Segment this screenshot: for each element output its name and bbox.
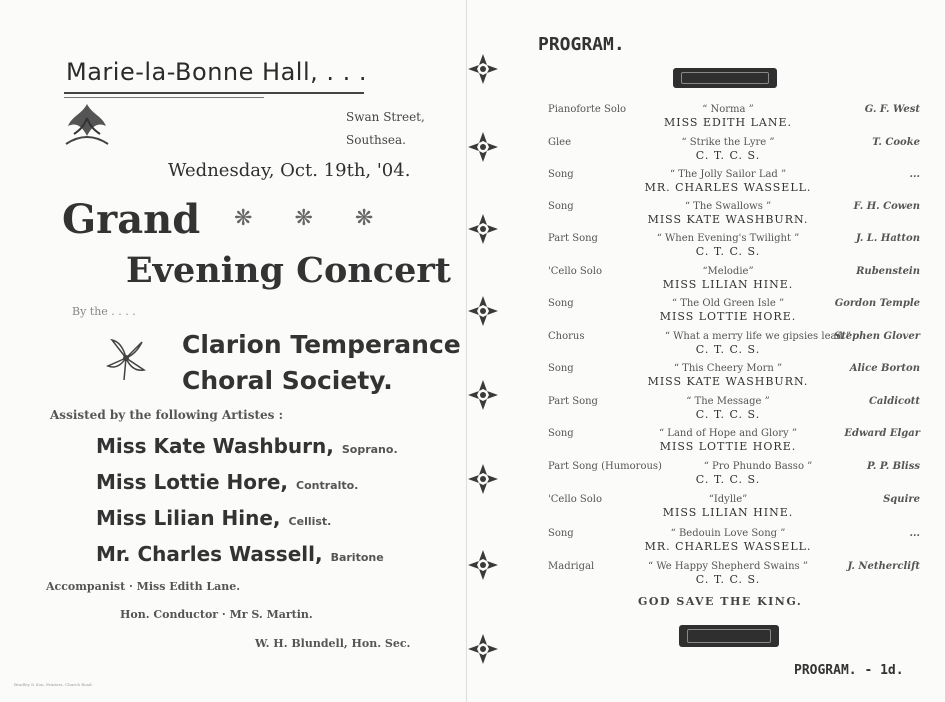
item-type: Song: [548, 528, 574, 539]
artist-role: Contralto.: [296, 479, 359, 492]
item-type: 'Cello Solo: [548, 266, 603, 277]
item-composer: J. Netherclift: [847, 561, 920, 572]
artist-name: Miss Lottie Hore,: [96, 470, 289, 494]
printer-imprint: Bradley & Son, Printers, Church Road.: [14, 682, 93, 687]
program-item: [548, 363, 920, 395]
program-item: [548, 428, 920, 460]
item-type: Madrigal: [548, 561, 595, 572]
program-page: [470, 0, 945, 702]
item-title: “ This Cheery Morn ”: [673, 363, 783, 374]
item-title: “ The Jolly Sailor Lad ”: [669, 169, 787, 180]
accompanist-line: Accompanist · Miss Edith Lane.: [46, 580, 241, 593]
item-composer: Edward Elgar: [844, 428, 920, 439]
program-item: [548, 104, 920, 136]
item-title: “ The Swallows ”: [684, 201, 772, 212]
program-item: [548, 169, 920, 201]
title-page: [0, 0, 470, 702]
item-composer: T. Cooke: [872, 137, 920, 148]
item-performer: C. T. C. S.: [695, 408, 761, 421]
item-type: Part Song: [548, 233, 598, 244]
item-type: Song: [548, 201, 574, 212]
program-heading: PROGRAM.: [538, 34, 625, 55]
item-composer: G. F. West: [864, 104, 920, 115]
artist-line: [96, 506, 331, 530]
conductor-line: Hon. Conductor · Mr S. Martin.: [120, 608, 313, 621]
item-title: “ Bedouin Love Song ”: [670, 528, 786, 539]
item-composer: Rubenstein: [856, 266, 920, 277]
item-performer: MISS LOTTIE HORE.: [659, 440, 797, 453]
item-title: “ Pro Phundo Basso ”: [703, 461, 813, 472]
program-item: [548, 561, 920, 593]
program-item: [548, 233, 920, 265]
asterisk-ornament-icon: ❋: [294, 206, 313, 231]
item-performer: MISS KATE WASHBURN.: [647, 375, 809, 388]
scroll-ornament-icon: [673, 68, 777, 88]
item-composer: ...: [909, 169, 920, 180]
decorative-rule: [64, 92, 364, 94]
venue-title: Marie-la-Bonne Hall, . . .: [66, 58, 368, 86]
artist-line: [96, 434, 398, 458]
lily-flower-icon: [100, 332, 152, 384]
item-type: 'Cello Solo: [548, 494, 603, 505]
asterisk-ornament-icon: ❋: [234, 206, 253, 231]
item-type: Song: [548, 169, 574, 180]
item-performer: C. T. C. S.: [695, 573, 761, 586]
item-type: Part Song: [548, 396, 598, 407]
item-performer: C. T. C. S.: [695, 343, 761, 356]
floral-ornament-icon: [62, 100, 112, 148]
item-title: “ The Old Green Isle ”: [671, 298, 785, 309]
item-title: “Melodie”: [702, 266, 754, 277]
item-performer: C. T. C. S.: [695, 473, 761, 486]
program-item: [548, 298, 920, 330]
society-name-line2: Choral Society.: [182, 366, 393, 395]
artist-line: [96, 470, 358, 494]
item-composer: Caldicott: [868, 396, 920, 407]
item-type: Chorus: [548, 331, 585, 342]
item-title: “ We Happy Shepherd Swains ”: [648, 561, 808, 572]
scroll-ornament-icon: [679, 625, 779, 647]
item-type: Song: [548, 428, 574, 439]
closing-anthem: GOD SAVE THE KING.: [638, 595, 803, 608]
item-title: “Idylle”: [708, 494, 748, 505]
address-town: Southsea.: [346, 133, 406, 147]
program-item: [548, 528, 920, 560]
item-title: “ The Message ”: [686, 396, 770, 407]
item-composer: Stephen Glover: [833, 331, 920, 342]
address-street: Swan Street,: [346, 110, 425, 124]
item-performer: C. T. C. S.: [695, 245, 761, 258]
artist-role: Soprano.: [341, 443, 398, 456]
item-composer: F. H. Cowen: [853, 201, 920, 212]
item-performer: MR. CHARLES WASSELL.: [644, 181, 812, 194]
assisted-by-heading: Assisted by the following Artistes :: [50, 408, 284, 422]
item-composer: ...: [909, 528, 920, 539]
headline-grand: Grand: [62, 196, 201, 243]
item-performer: MR. CHARLES WASSELL.: [644, 540, 812, 553]
byline: By the . . . .: [72, 305, 136, 318]
item-type: Song: [548, 298, 574, 309]
item-composer: J. L. Hatton: [855, 233, 920, 244]
artist-role: Cellist.: [288, 515, 332, 528]
item-title: “ Norma ”: [702, 104, 754, 115]
item-title: “ Strike the Lyre ”: [681, 137, 775, 148]
item-type: Glee: [548, 137, 572, 148]
item-performer: MISS EDITH LANE.: [663, 116, 792, 129]
item-type: Pianoforte Solo: [548, 104, 627, 115]
concert-date: Wednesday, Oct. 19th, '04.: [168, 160, 411, 181]
artist-role: Baritone: [330, 551, 384, 564]
program-price-footer: PROGRAM. - 1d.: [794, 663, 904, 678]
program-item: [548, 461, 920, 493]
program-item: [548, 331, 920, 363]
item-performer: MISS KATE WASHBURN.: [647, 213, 809, 226]
item-type: Song: [548, 363, 574, 374]
item-composer: Squire: [883, 494, 920, 505]
program-item: [548, 137, 920, 169]
artist-line: [96, 542, 384, 566]
decorative-rule-thin: [64, 97, 264, 98]
item-performer: MISS LILIAN HINE.: [662, 506, 794, 519]
item-title: “ What a merry life we gipsies lead ”: [664, 331, 852, 342]
artist-name: Mr. Charles Wassell,: [96, 542, 323, 566]
secretary-line: W. H. Blundell, Hon. Sec.: [255, 637, 411, 650]
item-title: “ When Evening's Twilight ”: [656, 233, 800, 244]
asterisk-ornament-icon: ❋: [354, 206, 374, 231]
program-item: [548, 266, 920, 298]
artist-name: Miss Lilian Hine,: [96, 506, 281, 530]
item-composer: P. P. Bliss: [867, 461, 920, 472]
item-composer: Alice Borton: [849, 363, 920, 374]
item-performer: C. T. C. S.: [695, 149, 761, 162]
society-name-line1: Clarion Temperance: [182, 330, 461, 359]
headline-evening-concert: Evening Concert: [126, 250, 451, 291]
program-item: [548, 201, 920, 233]
item-composer: Gordon Temple: [834, 298, 920, 309]
star-row: [234, 206, 415, 231]
item-performer: MISS LOTTIE HORE.: [659, 310, 797, 323]
item-type: Part Song (Humorous): [548, 461, 662, 472]
item-performer: MISS LILIAN HINE.: [662, 278, 794, 291]
program-item: [548, 494, 920, 526]
program-item: [548, 396, 920, 428]
artist-name: Miss Kate Washburn,: [96, 434, 334, 458]
item-title: “ Land of Hope and Glory ”: [659, 428, 797, 439]
